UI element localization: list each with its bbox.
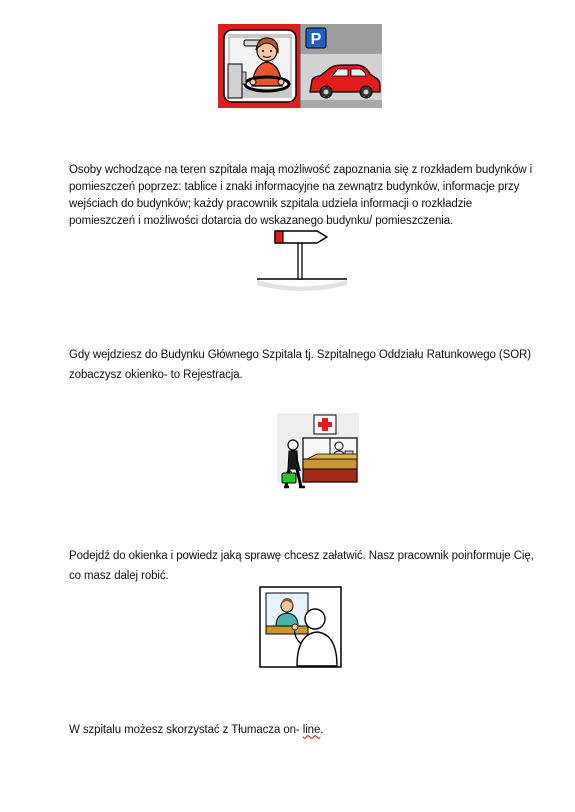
sor-registration-paragraph: Gdy wejdziesz do Budynku Głównego Szpitala tj. Szpitalnego Oddziału Ratunkowego (SOR) zobaczysz okienko- to Rejestracja. (69, 348, 531, 381)
translator-period: . (320, 723, 324, 736)
car-driving-and-parking-icon (218, 24, 382, 108)
hospital-registration-icon (277, 413, 359, 495)
approach-window-paragraph: Podejdź do okienka i powiedz jaką sprawę chcesz załatwić. Nasz pracownik poinformuje Cię, co masz dalej robić. (69, 549, 534, 582)
reception-window-icon (259, 586, 342, 668)
signpost-icon (257, 225, 347, 295)
intro-paragraph: Osoby wchodzące na teren szpitala mają możliwość zapoznania się z rozkładem budynków i pomieszczeń poprzez: tablice i znaki informacyjne na zewnątrz budynków, informacje przy wejściach do budynków; każdy pracownik szpitala udziela informacji o rozkładzie pomieszczeń i możliwości dotarcia do wskazanego budynku/ pomieszczenia. (69, 163, 533, 227)
translator-text: W szpitalu możesz skorzystać z Tłumacza on- (69, 723, 303, 736)
spellcheck-flagged-word: line (302, 723, 321, 736)
parking-sign-letter: P (310, 31, 322, 48)
translator-paragraph (69, 722, 539, 739)
